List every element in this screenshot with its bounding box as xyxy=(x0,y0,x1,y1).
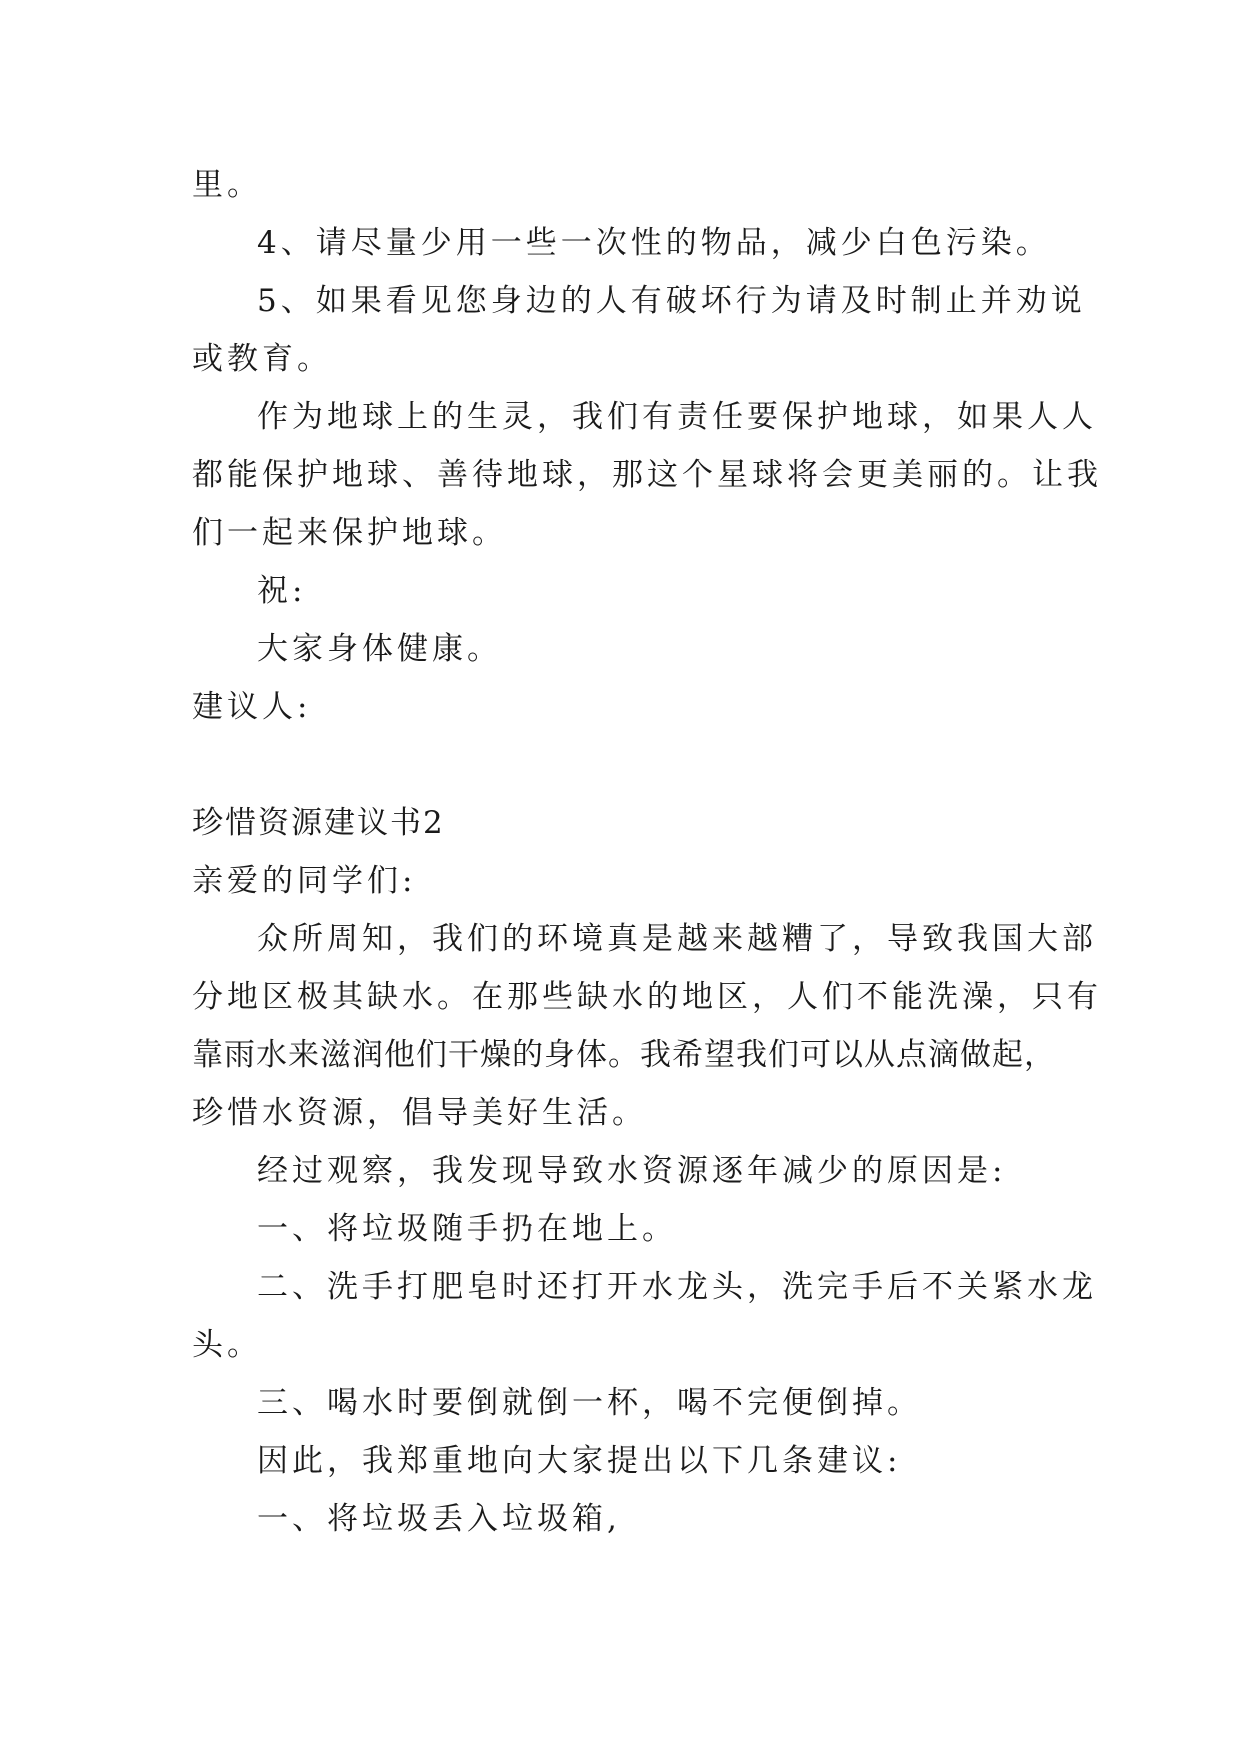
text-line: 头。 xyxy=(192,1327,262,1363)
text-line: 经过观察，我发现导致水资源逐年减少的原因是: xyxy=(257,1153,1007,1189)
text-line: 一、将垃圾随手扔在地上。 xyxy=(257,1211,677,1247)
text-line: 分地区极其缺水。在那些缺水的地区，人们不能洗澡，只有 xyxy=(192,979,1102,1015)
text-line: 建议人: xyxy=(192,689,312,725)
text-line: 一、将垃圾丢入垃圾箱, xyxy=(257,1501,621,1537)
text-line: 大家身体健康。 xyxy=(257,631,502,667)
text-line: 里。 xyxy=(192,167,262,203)
text-line: 珍惜水资源，倡导美好生活。 xyxy=(192,1095,647,1131)
text-line: 5、如果看见您身边的人有破坏行为请及时制止并劝说 xyxy=(257,283,1086,319)
text-line: 4、请尽量少用一些一次性的物品，减少白色污染。 xyxy=(257,225,1051,261)
text-line: 三、喝水时要倒就倒一杯，喝不完便倒掉。 xyxy=(257,1385,922,1421)
section-title: 珍惜资源建议书2 xyxy=(192,805,445,841)
text-line: 众所周知，我们的环境真是越来越糟了，导致我国大部 xyxy=(257,921,1097,957)
text-line: 靠雨水来滋润他们干燥的身体。我希望我们可以从点滴做起， xyxy=(192,1037,1056,1073)
text-line: 们一起来保护地球。 xyxy=(192,515,507,551)
salutation: 亲爱的同学们: xyxy=(192,863,417,899)
text-line: 作为地球上的生灵，我们有责任要保护地球，如果人人 xyxy=(257,399,1097,435)
text-line: 都能保护地球、善待地球，那这个星球将会更美丽的。让我 xyxy=(192,457,1102,493)
text-line: 祝: xyxy=(257,573,307,609)
text-line: 因此，我郑重地向大家提出以下几条建议: xyxy=(257,1443,902,1479)
text-line: 二、洗手打肥皂时还打开水龙头，洗完手后不关紧水龙 xyxy=(257,1269,1097,1305)
text-line: 或教育。 xyxy=(192,341,332,377)
